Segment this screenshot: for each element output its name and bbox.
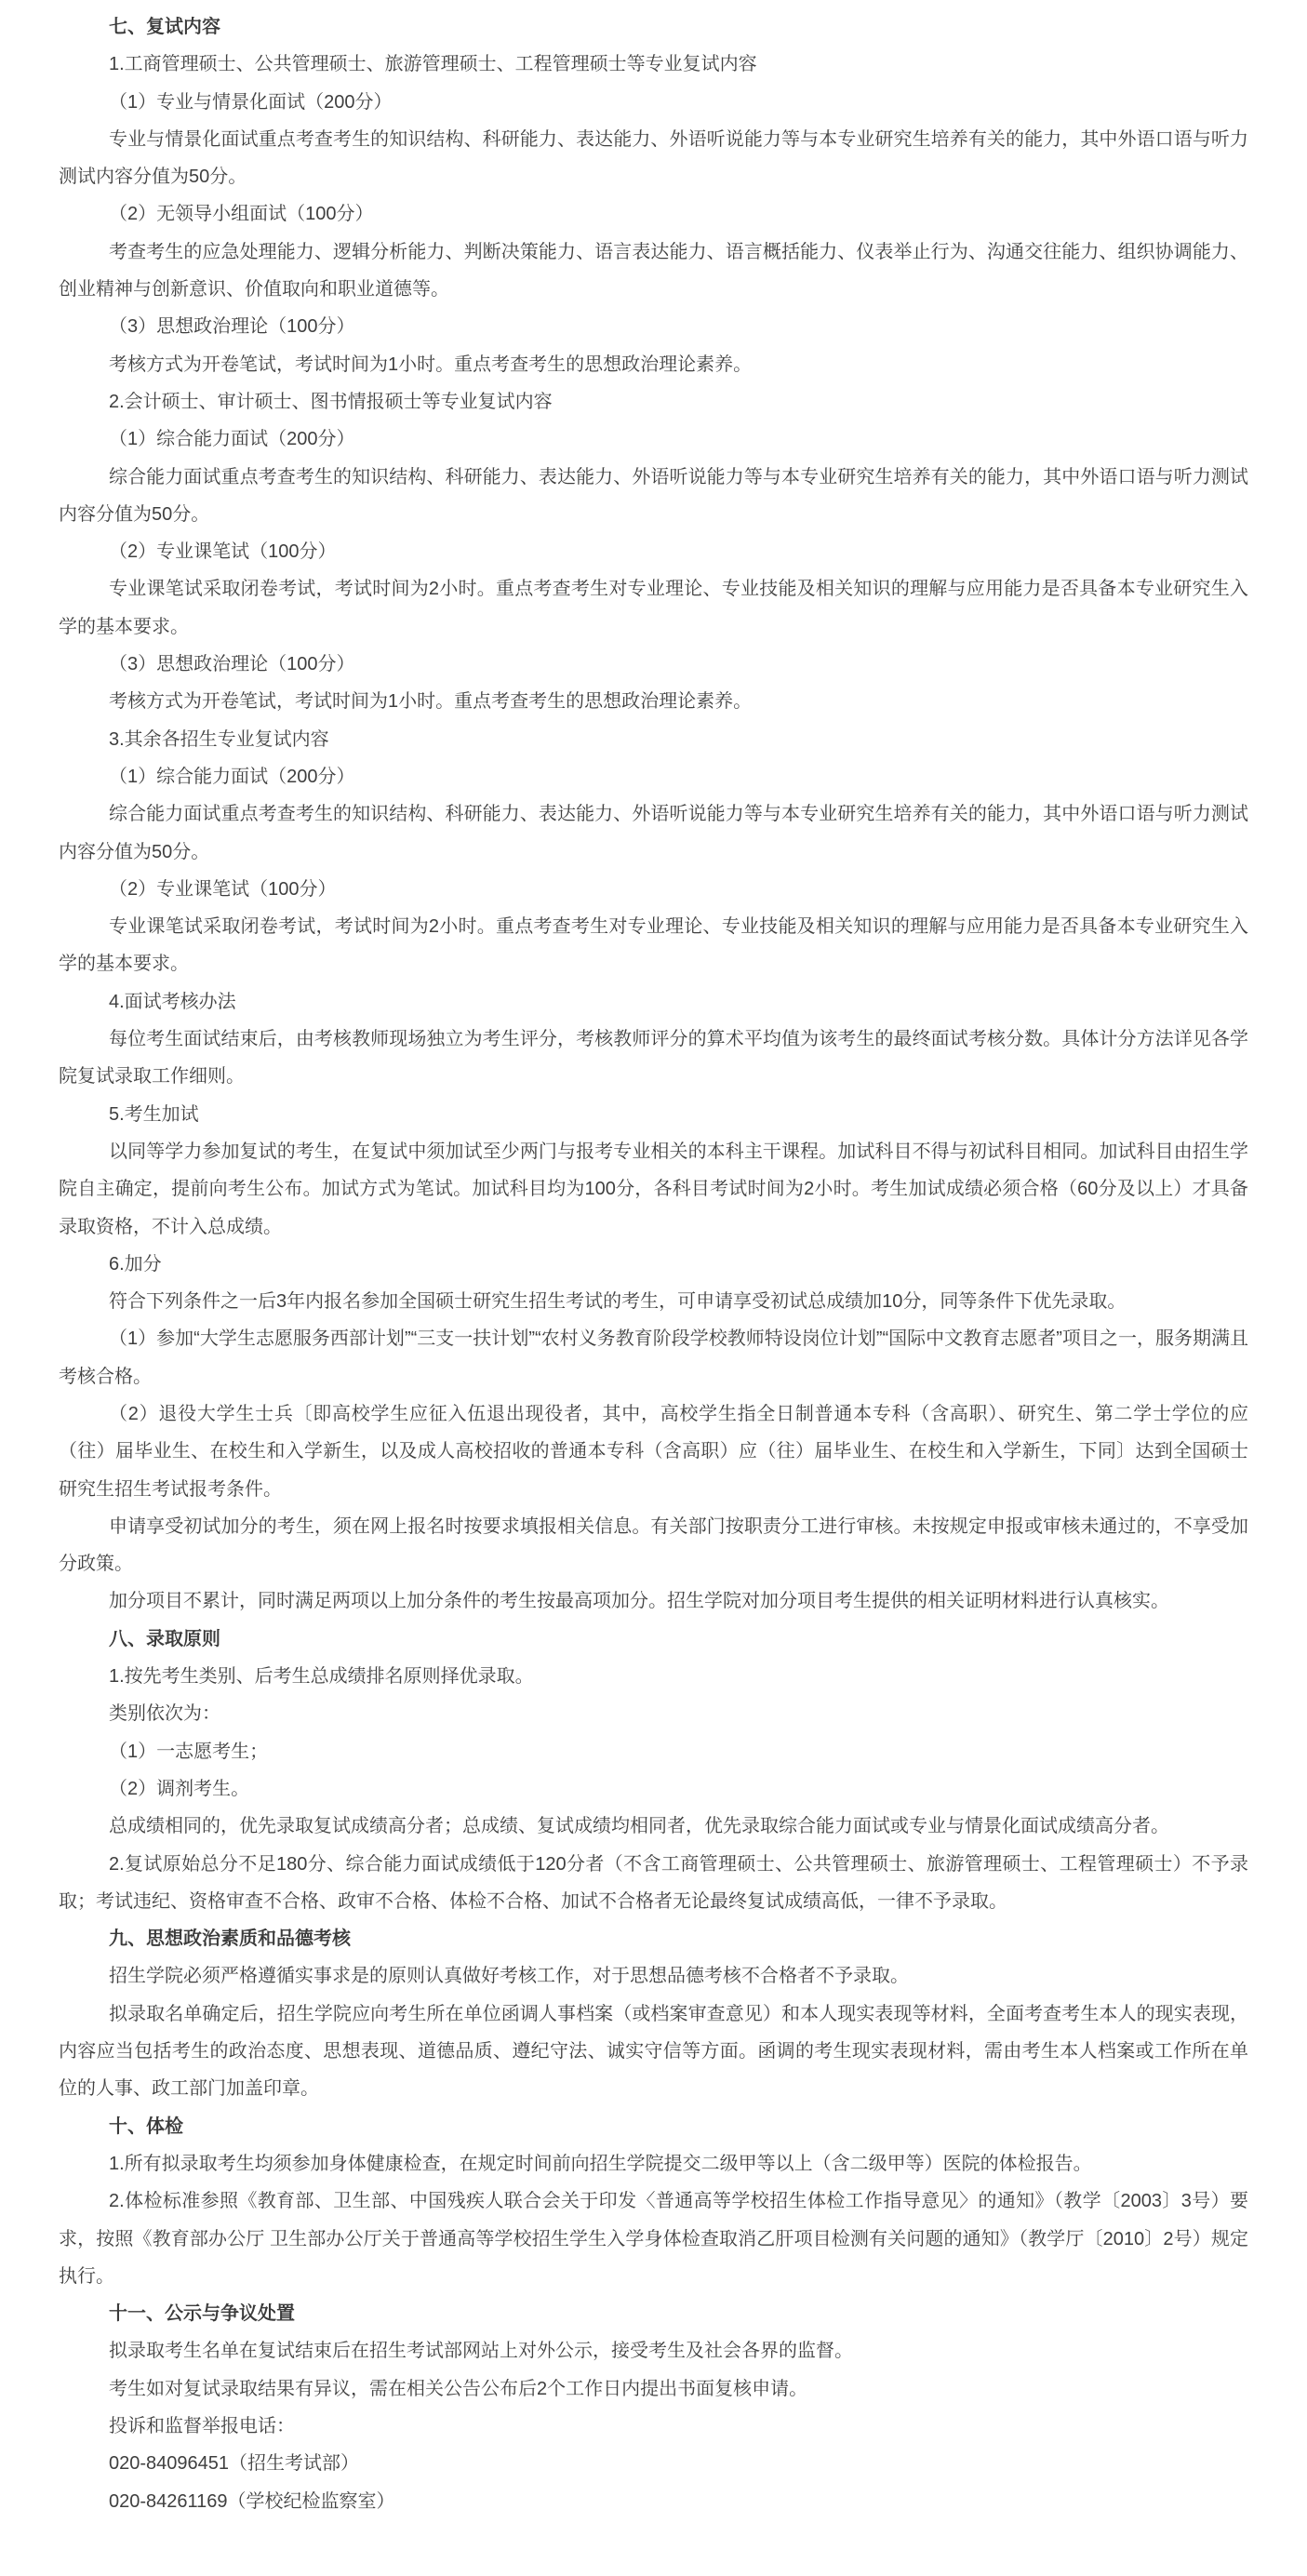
paragraph: 综合能力面试重点考查考生的知识结构、科研能力、表达能力、外语听说能力等与本专业研究生培养有关的能力，其中外语口语与听力测试内容分值为50分。	[59, 804, 1248, 862]
section-heading: 九、思想政治素质和品德考核	[109, 1929, 351, 1950]
paragraph: （2）专业课笔试（100分）	[109, 541, 337, 563]
paragraph: 020-84096451（招生考试部）	[109, 2453, 360, 2475]
paragraph: 1.按先考生类别、后考生总成绩排名原则择优录取。	[109, 1666, 534, 1688]
paragraph: （2）无领导小组面试（100分）	[109, 204, 374, 225]
paragraph: 2.复试原始总分不足180分、综合能力面试成绩低于120分者（不含工商管理硕士、公共管理硕士、旅游管理硕士、工程管理硕士）不予录取；考试违纪、资格审查不合格、政审不合格、体检不合格、加试不合格者无论最终复试成绩高低，一律不予录取。	[59, 1853, 1248, 1912]
paragraph: 考查考生的应急处理能力、逻辑分析能力、判断决策能力、语言表达能力、语言概括能力、仪表举止行为、沟通交往能力、组织协调能力、创业精神与创新意识、价值取向和职业道德等。	[59, 241, 1248, 300]
paragraph: 4.面试考核办法	[109, 991, 236, 1012]
section-heading: 八、录取原则	[109, 1628, 220, 1649]
paragraph: 综合能力面试重点考查考生的知识结构、科研能力、表达能力、外语听说能力等与本专业研究生培养有关的能力，其中外语口语与听力测试内容分值为50分。	[59, 466, 1248, 525]
section-heading: 十一、公示与争议处置	[109, 2303, 295, 2325]
paragraph: 1.所有拟录取考生均须参加身体健康检查，在规定时间前向招生学院提交二级甲等以上（含二级甲等）医院的体检报告。	[109, 2153, 1092, 2174]
paragraph: 专业与情景化面试重点考查考生的知识结构、科研能力、表达能力、外语听说能力等与本专业研究生培养有关的能力，其中外语口语与听力测试内容分值为50分。	[59, 128, 1248, 188]
paragraph: （2）专业课笔试（100分）	[109, 878, 337, 900]
paragraph: 考核方式为开卷笔试，考试时间为1小时。重点考查考生的思想政治理论素养。	[109, 691, 753, 713]
paragraph: 2.体检标准参照《教育部、卫生部、中国残疾人联合会关于印发〈普通高等学校招生体检工作指导意见〉的通知》（教学〔2003〕3号）要求，按照《教育部办公厅 卫生部办公厅关于普通高等学校招生学生入学身体检查取消乙肝项目检测有关问题的通知》（教学厅〔2010〕2号）规定执行。	[59, 2191, 1248, 2287]
paragraph: 符合下列条件之一后3年内报名参加全国硕士研究生招生考试的考生，可申请享受初试总成绩加10分，同等条件下优先录取。	[109, 1291, 1127, 1313]
paragraph: 3.其余各招生专业复试内容	[109, 728, 329, 750]
paragraph: 总成绩相同的，优先录取复试成绩高分者；总成绩、复试成绩均相同者，优先录取综合能力面试或专业与情景化面试成绩高分者。	[109, 1816, 1169, 1837]
paragraph: （1）专业与情景化面试（200分）	[109, 91, 393, 113]
paragraph: 申请享受初试加分的考生，须在网上报名时按要求填报相关信息。有关部门按职责分工进行审核。未按规定申报或审核未通过的，不享受加分政策。	[59, 1515, 1248, 1575]
paragraph: 6.加分	[109, 1253, 162, 1275]
section-heading: 七、复试内容	[109, 17, 220, 37]
paragraph: （3）思想政治理论（100分）	[109, 654, 355, 675]
paragraph: 拟录取名单确定后，招生学院应向考生所在单位函调人事档案（或档案审查意见）和本人现实表现等材料，全面考查考生本人的现实表现，内容应当包括考生的政治态度、思想表现、道德品质、遵纪守法、诚实守信等方面。函调的考生现实表现材料，需由考生本人档案或工作所在单位的人事、政工部门加盖印章。	[59, 2003, 1248, 2100]
paragraph: （3）思想政治理论（100分）	[109, 316, 355, 338]
paragraph: 5.考生加试	[109, 1103, 199, 1125]
paragraph: 020-84261169（学校纪检监察室）	[109, 2490, 395, 2512]
section-heading: 十、体检	[109, 2116, 183, 2137]
paragraph: （1）参加“大学生志愿服务西部计划”“三支一扶计划”“农村义务教育阶段学校教师特设岗位计划”“国际中文教育志愿者”项目之一，服务期满且考核合格。	[59, 1328, 1248, 1387]
paragraph: 1.工商管理硕士、公共管理硕士、旅游管理硕士、工程管理硕士等专业复试内容	[109, 54, 757, 75]
document-content	[59, 8, 1248, 2520]
paragraph: 专业课笔试采取闭卷考试，考试时间为2小时。重点考查考生对专业理论、专业技能及相关知识的理解与应用能力是否具备本专业研究生入学的基本要求。	[59, 579, 1248, 637]
paragraph: （1）综合能力面试（200分）	[109, 766, 355, 787]
paragraph: （1）综合能力面试（200分）	[109, 429, 355, 450]
paragraph: 加分项目不累计，同时满足两项以上加分条件的考生按最高项加分。招生学院对加分项目考生提供的相关证明材料进行认真核实。	[109, 1591, 1169, 1612]
paragraph: 招生学院必须严格遵循实事求是的原则认真做好考核工作，对于思想品德考核不合格者不予录取。	[109, 1966, 909, 1987]
paragraph: （1）一志愿考生；	[109, 1741, 269, 1762]
paragraph: 拟录取考生名单在复试结束后在招生考试部网站上对外公示，接受考生及社会各界的监督。	[109, 2341, 853, 2362]
paragraph: 类别依次为：	[109, 1703, 220, 1725]
paragraph: 考核方式为开卷笔试，考试时间为1小时。重点考查考生的思想政治理论素养。	[109, 354, 753, 375]
paragraph: 专业课笔试采取闭卷考试，考试时间为2小时。重点考查考生对专业理论、专业技能及相关知识的理解与应用能力是否具备本专业研究生入学的基本要求。	[59, 916, 1248, 975]
paragraph: （2）调剂考生。	[109, 1778, 250, 1799]
paragraph: （2）退役大学生士兵〔即高校学生应征入伍退出现役者，其中，高校学生指全日制普通本专科（含高职）、研究生、第二学士学位的应（往）届毕业生、在校生和入学新生，以及成人高校招收的普通本专科（含高职）应（往）届毕业生、在校生和入学新生，下同〕达到全国硕士研究生招生考试报考条件。	[59, 1403, 1248, 1500]
paragraph: 每位考生面试结束后，由考核教师现场独立为考生评分，考核教师评分的算术平均值为该考生的最终面试考核分数。具体计分方法详见各学院复试录取工作细则。	[59, 1029, 1248, 1088]
paragraph: 以同等学力参加复试的考生，在复试中须加试至少两门与报考专业相关的本科主干课程。加试科目不得与初试科目相同。加试科目由招生学院自主确定，提前向考生公布。加试方式为笔试。加试科目均为100分，各科目考试时间为2小时。考生加试成绩必须合格（60分及以上）才具备录取资格，不计入总成绩。	[59, 1141, 1248, 1237]
paragraph: 考生如对复试录取结果有异议，需在相关公告公布后2个工作日内提出书面复核申请。	[109, 2378, 808, 2399]
paragraph: 2.会计硕士、审计硕士、图书情报硕士等专业复试内容	[109, 391, 553, 412]
paragraph: 投诉和监督举报电话：	[109, 2416, 295, 2436]
